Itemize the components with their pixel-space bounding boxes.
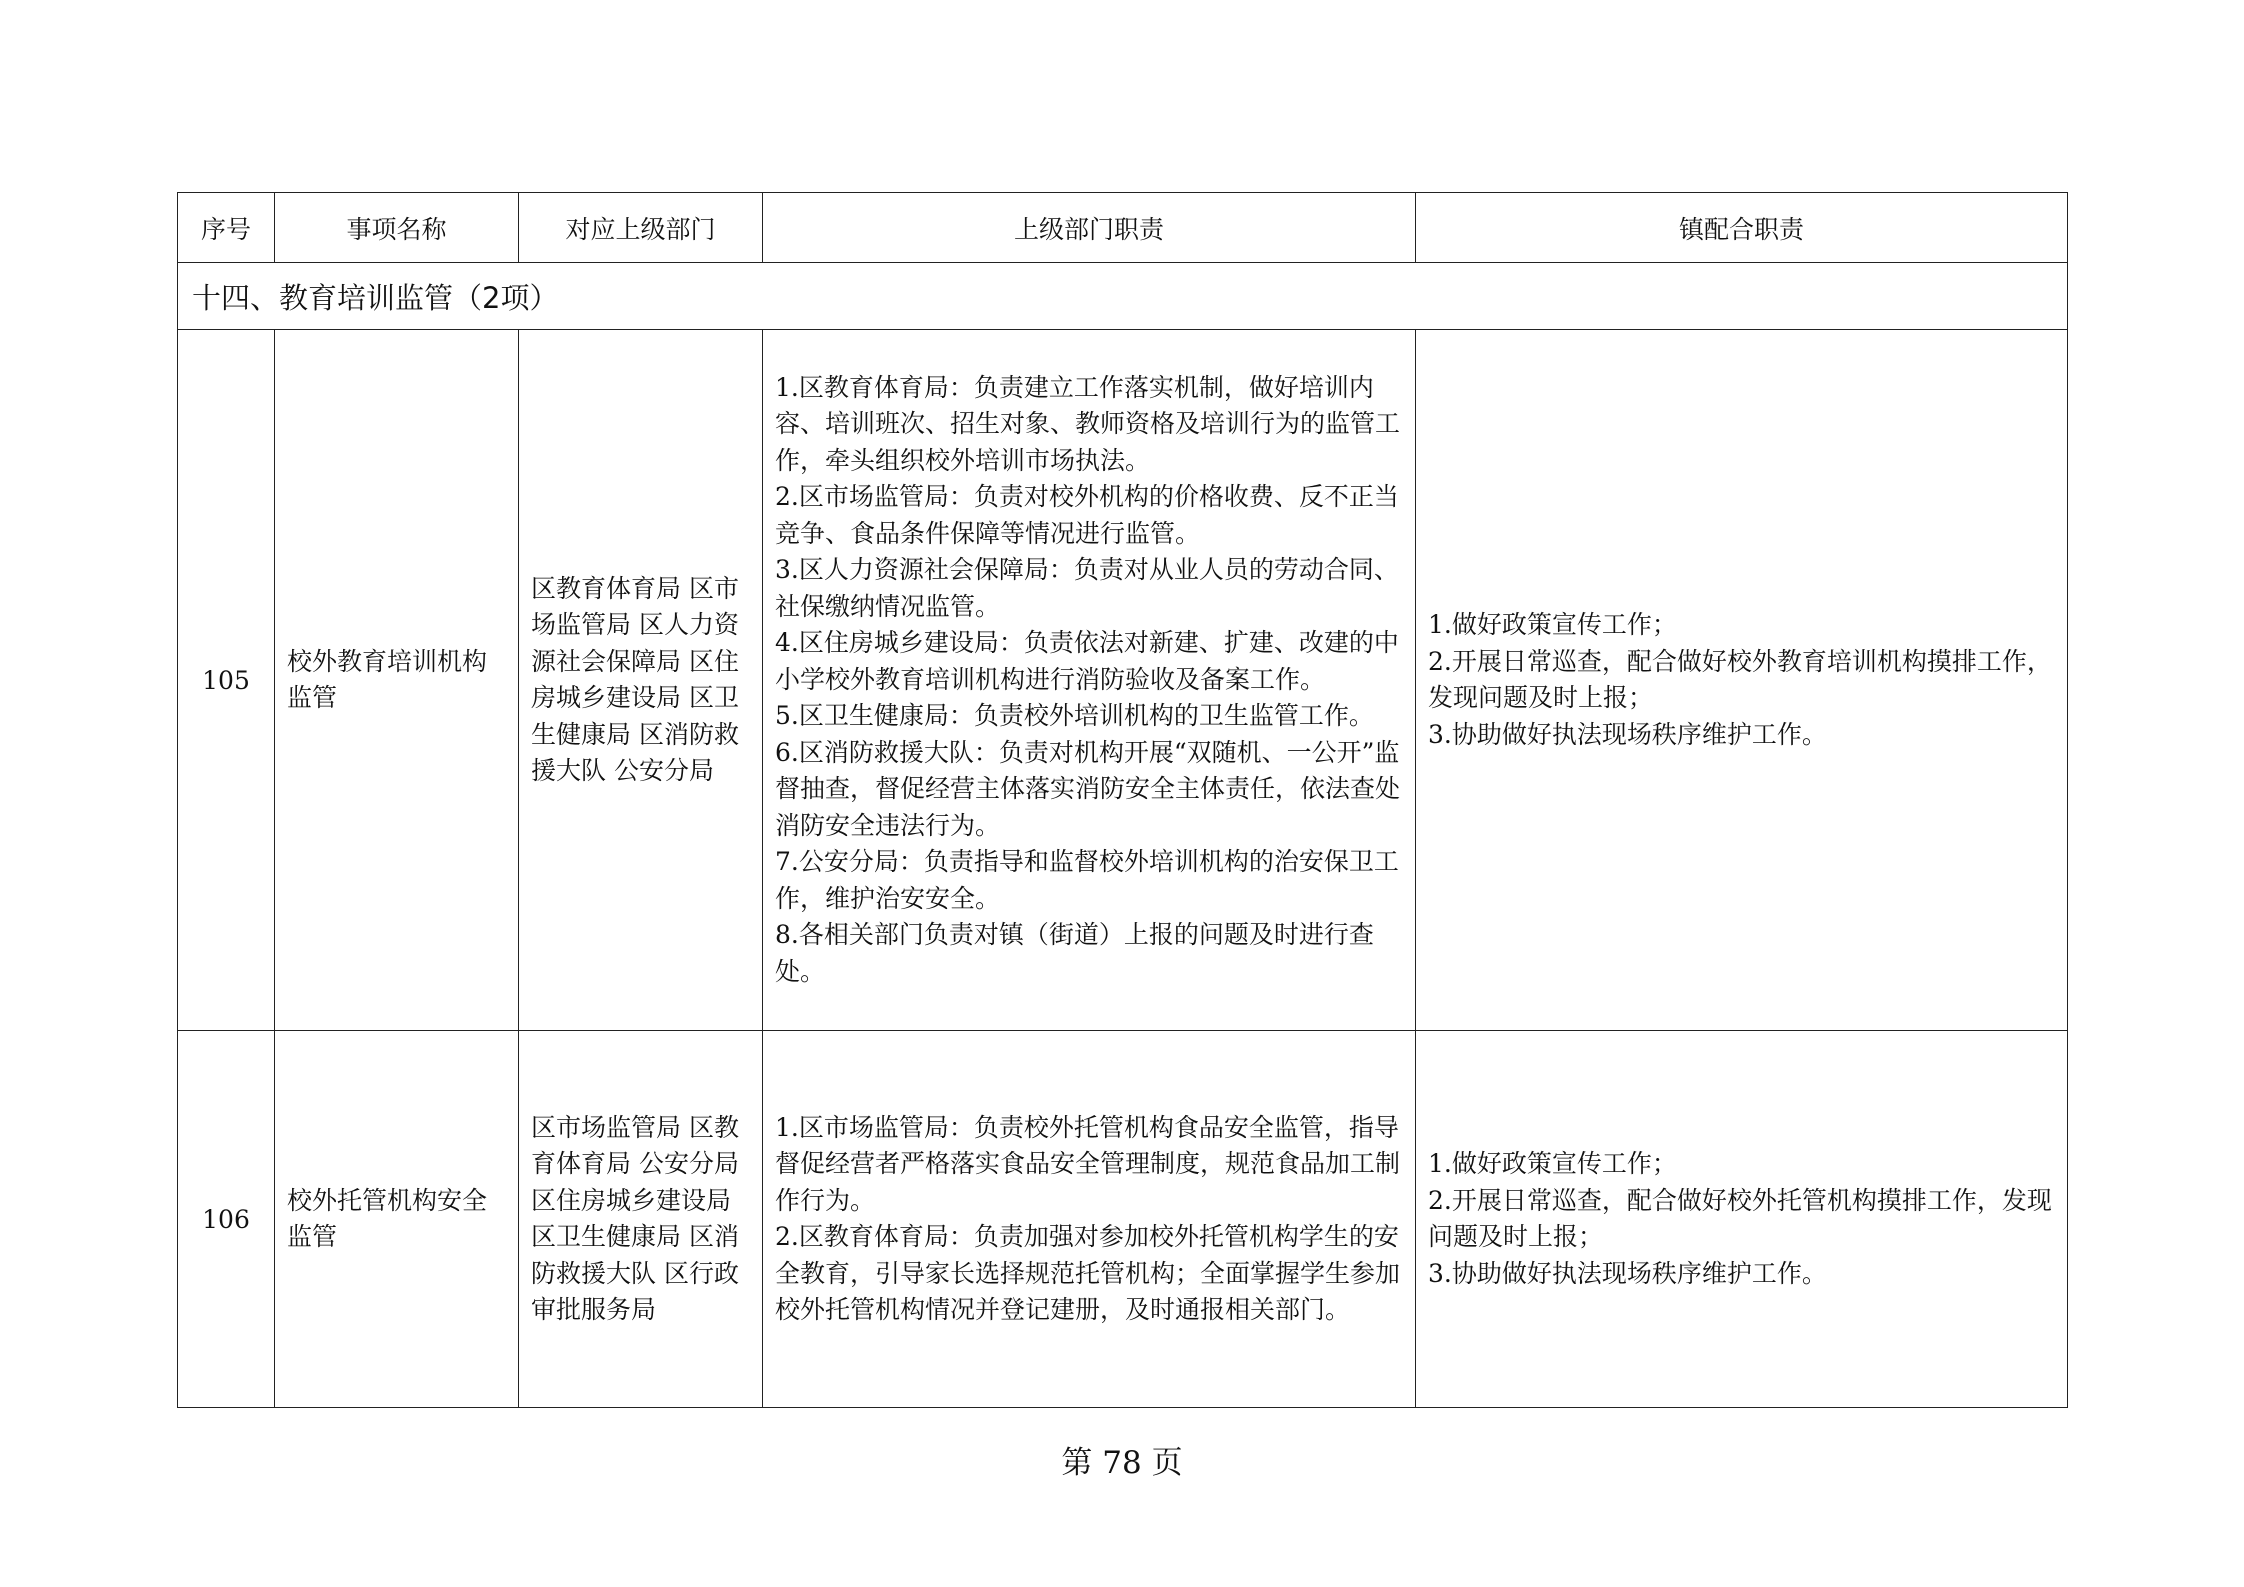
town-duty-item: 1.做好政策宣传工作； [1428,610,1677,639]
duty-item: 6.区消防救援大队：负责对机构开展“双随机、一公开”监督抽查，督促经营主体落实消防安全主体责任，依法查处消防安全违法行为。 [775,737,1401,840]
header-town-duty: 镇配合职责 [1416,193,2068,263]
responsibility-table [177,192,2068,1408]
town-duty-item: 2.开展日常巡查，配合做好校外教育培训机构摸排工作，发现问题及时上报； [1428,646,2052,712]
header-department: 对应上级部门 [519,193,763,263]
town-duty-item: 3.协助做好执法现场秩序维护工作。 [1428,719,1827,749]
row-index: 106 [178,1031,275,1408]
table-row [178,1031,2068,1408]
row-department-duties [763,330,1416,1031]
duty-item: 2.区教育体育局：负责加强对参加校外托管机构学生的安全教育，引导家长选择规范托管机构；全面掌握学生参加校外托管机构情况并登记建册，及时通报相关部门。 [775,1222,1401,1324]
duty-item: 1.区市场监管局：负责校外托管机构食品安全监管，指导督促经营者严格落实食品安全管理制度，规范食品加工制作行为。 [775,1112,1401,1215]
town-duty-item: 1.做好政策宣传工作； [1428,1149,1677,1178]
table-row [178,330,2068,1031]
town-duty-item: 3.协助做好执法现场秩序维护工作。 [1428,1258,1827,1288]
row-item-name: 校外托管机构安全监管 [275,1031,519,1408]
duty-item: 4.区住房城乡建设局：负责依法对新建、扩建、改建的中小学校外教育培训机构进行消防验收及备案工作。 [775,628,1399,694]
section-row [178,263,2068,330]
town-duty-item: 2.开展日常巡查，配合做好校外托管机构摸排工作，发现问题及时上报； [1428,1185,2052,1251]
row-index: 105 [178,330,275,1031]
duty-item: 2.区市场监管局：负责对校外机构的价格收费、反不正当竞争、食品条件保障等情况进行监管。 [775,482,1399,548]
header-department-duty: 上级部门职责 [763,193,1416,263]
duty-item: 1.区教育体育局：负责建立工作落实机制，做好培训内容、培训班次、招生对象、教师资格及培训行为的监管工作，牵头组织校外培训市场执法。 [775,372,1401,475]
duty-item: 7.公安分局：负责指导和监督校外培训机构的治安保卫工作，维护治安安全。 [775,847,1399,913]
section-title: 十四、教育培训监管（2项） [178,263,2068,330]
page-number: 第 78 页 [1061,1445,1183,1481]
duty-item: 8.各相关部门负责对镇（街道）上报的问题及时进行查处。 [775,920,1374,986]
row-departments: 区市场监管局 区教育体育局 公安分局 区住房城乡建设局 区卫生健康局 区消防救援大队 区行政审批服务局 [519,1031,763,1408]
table-header-row [178,193,2068,263]
row-department-duties [763,1031,1416,1408]
row-town-duties [1416,1031,2068,1408]
header-item-name: 事项名称 [275,193,519,263]
row-town-duties [1416,330,2068,1031]
header-index: 序号 [178,193,275,263]
row-departments: 区教育体育局 区市场监管局 区人力资源社会保障局 区住房城乡建设局 区卫生健康局 区消防救援大队 公安分局 [519,330,763,1031]
duty-item: 5.区卫生健康局：负责校外培训机构的卫生监管工作。 [775,701,1374,731]
duty-item: 3.区人力资源社会保障局：负责对从业人员的劳动合同、社保缴纳情况监管。 [775,555,1399,621]
row-item-name: 校外教育培训机构监管 [275,330,519,1031]
